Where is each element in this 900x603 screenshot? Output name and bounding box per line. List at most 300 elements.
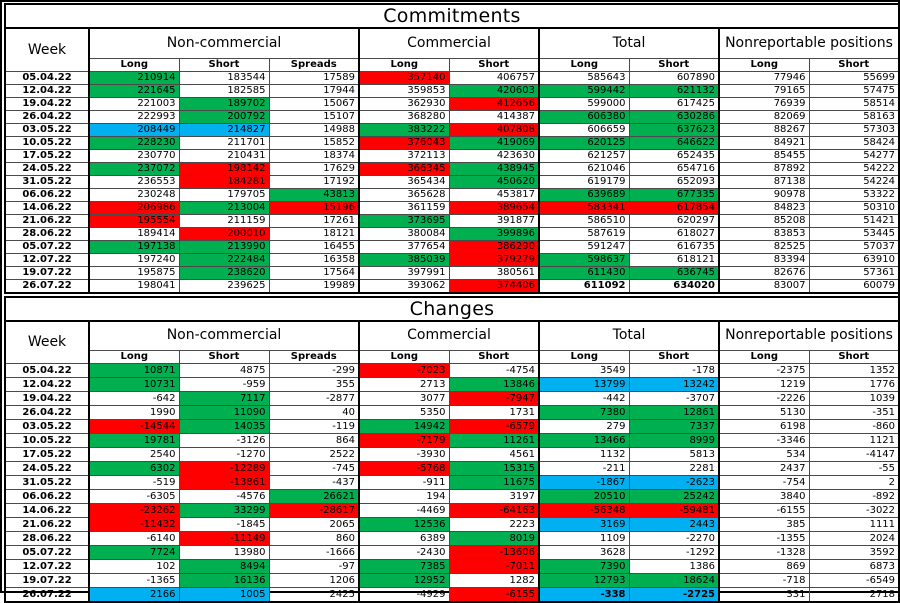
week-cell: 24.05.22 bbox=[5, 162, 89, 175]
data-cell: -299 bbox=[269, 364, 359, 378]
column-header-short-1: Short bbox=[179, 58, 269, 71]
data-cell: 617425 bbox=[629, 97, 719, 110]
data-cell: 376043 bbox=[359, 136, 449, 149]
data-cell: 598637 bbox=[539, 253, 629, 266]
data-cell: 359853 bbox=[359, 84, 449, 97]
week-cell: 26.07.22 bbox=[5, 588, 89, 603]
data-cell: 208449 bbox=[89, 123, 179, 136]
data-cell: 373695 bbox=[359, 214, 449, 227]
data-cell: 2713 bbox=[359, 378, 449, 392]
table-row bbox=[5, 420, 899, 434]
data-cell: 12793 bbox=[539, 574, 629, 588]
table-row bbox=[5, 434, 899, 448]
table-row bbox=[5, 532, 899, 546]
data-cell: -3126 bbox=[179, 434, 269, 448]
data-cell: -11432 bbox=[89, 518, 179, 532]
data-cell: 76939 bbox=[719, 97, 809, 110]
data-cell: -178 bbox=[629, 364, 719, 378]
column-header-long-0: Long bbox=[89, 58, 179, 71]
data-cell: 211701 bbox=[179, 136, 269, 149]
week-cell: 26.07.22 bbox=[5, 279, 89, 293]
table-row bbox=[5, 560, 899, 574]
data-cell: 3077 bbox=[359, 392, 449, 406]
data-cell: 17192 bbox=[269, 175, 359, 188]
data-cell: 17944 bbox=[269, 84, 359, 97]
data-cell: 54224 bbox=[809, 175, 899, 188]
data-cell: -892 bbox=[809, 490, 899, 504]
data-cell: -6305 bbox=[89, 490, 179, 504]
column-header-long-3: Long bbox=[359, 58, 449, 71]
data-cell: -7179 bbox=[359, 434, 449, 448]
data-cell: -97 bbox=[269, 560, 359, 574]
data-cell: 57037 bbox=[809, 240, 899, 253]
data-cell: 279 bbox=[539, 420, 629, 434]
data-cell: 355 bbox=[269, 378, 359, 392]
data-cell: 213990 bbox=[179, 240, 269, 253]
week-cell: 05.07.22 bbox=[5, 240, 89, 253]
data-cell: 236553 bbox=[89, 175, 179, 188]
data-cell: 534 bbox=[719, 448, 809, 462]
data-cell: -718 bbox=[719, 574, 809, 588]
data-cell: 87892 bbox=[719, 162, 809, 175]
data-cell: 238620 bbox=[179, 266, 269, 279]
group-header-non-commercial: Non-commercial bbox=[89, 28, 359, 58]
data-cell: 184281 bbox=[179, 175, 269, 188]
data-cell: 606380 bbox=[539, 110, 629, 123]
week-cell: 05.07.22 bbox=[5, 546, 89, 560]
data-cell: 2718 bbox=[809, 588, 899, 603]
week-cell: 28.06.22 bbox=[5, 227, 89, 240]
data-cell: -6579 bbox=[449, 420, 539, 434]
week-cell: 26.04.22 bbox=[5, 110, 89, 123]
section-title: Commitments bbox=[5, 4, 899, 28]
data-cell: 365628 bbox=[359, 188, 449, 201]
data-cell: 3628 bbox=[539, 546, 629, 560]
data-cell: 6873 bbox=[809, 560, 899, 574]
data-cell: -642 bbox=[89, 392, 179, 406]
data-cell: 423630 bbox=[449, 149, 539, 162]
group-header-non-commercial: Non-commercial bbox=[89, 321, 359, 351]
data-cell: 5813 bbox=[629, 448, 719, 462]
data-cell: -1666 bbox=[269, 546, 359, 560]
data-cell: 591247 bbox=[539, 240, 629, 253]
data-cell: 357140 bbox=[359, 71, 449, 84]
data-cell: 14988 bbox=[269, 123, 359, 136]
data-cell: 197138 bbox=[89, 240, 179, 253]
data-cell: 25242 bbox=[629, 490, 719, 504]
data-cell: 60079 bbox=[809, 279, 899, 293]
week-cell: 12.04.22 bbox=[5, 84, 89, 97]
data-cell: 646622 bbox=[629, 136, 719, 149]
data-cell: -7947 bbox=[449, 392, 539, 406]
data-cell: 3169 bbox=[539, 518, 629, 532]
data-cell: 12536 bbox=[359, 518, 449, 532]
data-cell: 617854 bbox=[629, 201, 719, 214]
data-cell: -911 bbox=[359, 476, 449, 490]
data-cell: 7337 bbox=[629, 420, 719, 434]
data-cell: 211159 bbox=[179, 214, 269, 227]
data-cell: 26621 bbox=[269, 490, 359, 504]
column-header-short-1: Short bbox=[179, 351, 269, 364]
data-cell: -6140 bbox=[89, 532, 179, 546]
week-cell: 05.04.22 bbox=[5, 364, 89, 378]
data-cell: 1109 bbox=[539, 532, 629, 546]
data-cell: 630286 bbox=[629, 110, 719, 123]
data-cell: -2877 bbox=[269, 392, 359, 406]
data-cell: 860 bbox=[269, 532, 359, 546]
data-cell: 380084 bbox=[359, 227, 449, 240]
group-header-commercial: Commercial bbox=[359, 28, 539, 58]
data-cell: 2065 bbox=[269, 518, 359, 532]
data-cell: 10871 bbox=[89, 364, 179, 378]
data-cell: 3549 bbox=[539, 364, 629, 378]
data-cell: -1845 bbox=[179, 518, 269, 532]
column-header-long-3: Long bbox=[359, 351, 449, 364]
column-header-long-7: Long bbox=[719, 58, 809, 71]
data-cell: 228230 bbox=[89, 136, 179, 149]
changes-section bbox=[4, 296, 896, 603]
data-cell: 7117 bbox=[179, 392, 269, 406]
data-cell: -351 bbox=[809, 406, 899, 420]
data-cell: 195554 bbox=[89, 214, 179, 227]
data-cell: 419069 bbox=[449, 136, 539, 149]
data-cell: 16455 bbox=[269, 240, 359, 253]
table-row bbox=[5, 227, 899, 240]
week-cell: 12.07.22 bbox=[5, 560, 89, 574]
table-row bbox=[5, 448, 899, 462]
data-cell: 10731 bbox=[89, 378, 179, 392]
table-row bbox=[5, 149, 899, 162]
data-cell: 5130 bbox=[719, 406, 809, 420]
column-header-short-4: Short bbox=[449, 58, 539, 71]
data-cell: 616735 bbox=[629, 240, 719, 253]
data-cell: 7724 bbox=[89, 546, 179, 560]
data-cell: -1355 bbox=[719, 532, 809, 546]
data-cell: 611092 bbox=[539, 279, 629, 293]
data-cell: 414387 bbox=[449, 110, 539, 123]
data-cell: -1867 bbox=[539, 476, 629, 490]
data-cell: 1731 bbox=[449, 406, 539, 420]
data-cell: -55 bbox=[809, 462, 899, 476]
data-cell: 4561 bbox=[449, 448, 539, 462]
column-header-short-8: Short bbox=[809, 351, 899, 364]
data-cell: 368280 bbox=[359, 110, 449, 123]
data-cell: -64163 bbox=[449, 504, 539, 518]
data-cell: 4875 bbox=[179, 364, 269, 378]
table-row bbox=[5, 162, 899, 175]
data-cell: -14544 bbox=[89, 420, 179, 434]
data-cell: 618027 bbox=[629, 227, 719, 240]
table-row bbox=[5, 84, 899, 97]
data-cell: 15315 bbox=[449, 462, 539, 476]
week-column-header: Week bbox=[5, 321, 89, 364]
data-cell: 607890 bbox=[629, 71, 719, 84]
data-cell: -2430 bbox=[359, 546, 449, 560]
data-cell: 53445 bbox=[809, 227, 899, 240]
data-cell: 33299 bbox=[179, 504, 269, 518]
data-cell: 19989 bbox=[269, 279, 359, 293]
data-cell: 385039 bbox=[359, 253, 449, 266]
data-cell: 2522 bbox=[269, 448, 359, 462]
data-cell: 18624 bbox=[629, 574, 719, 588]
week-cell: 21.06.22 bbox=[5, 214, 89, 227]
data-cell: 1039 bbox=[809, 392, 899, 406]
week-cell: 03.05.22 bbox=[5, 123, 89, 136]
data-cell: 17629 bbox=[269, 162, 359, 175]
data-cell: 77946 bbox=[719, 71, 809, 84]
table-row bbox=[5, 253, 899, 266]
week-cell: 12.04.22 bbox=[5, 378, 89, 392]
week-cell: 03.05.22 bbox=[5, 420, 89, 434]
data-cell: 7385 bbox=[359, 560, 449, 574]
table-row bbox=[5, 123, 899, 136]
data-cell: 7390 bbox=[539, 560, 629, 574]
data-cell: 587619 bbox=[539, 227, 629, 240]
data-cell: 183544 bbox=[179, 71, 269, 84]
week-cell: 31.05.22 bbox=[5, 175, 89, 188]
data-cell: 8019 bbox=[449, 532, 539, 546]
data-cell: 654716 bbox=[629, 162, 719, 175]
data-cell: 1111 bbox=[809, 518, 899, 532]
data-cell: -3930 bbox=[359, 448, 449, 462]
data-cell: 239625 bbox=[179, 279, 269, 293]
table-row bbox=[5, 378, 899, 392]
data-cell: 621257 bbox=[539, 149, 629, 162]
data-cell: -211 bbox=[539, 462, 629, 476]
table-row bbox=[5, 574, 899, 588]
data-cell: -7023 bbox=[359, 364, 449, 378]
data-cell: 450620 bbox=[449, 175, 539, 188]
data-cell: 677335 bbox=[629, 188, 719, 201]
data-cell: -7011 bbox=[449, 560, 539, 574]
data-cell: 2223 bbox=[449, 518, 539, 532]
table-row bbox=[5, 546, 899, 560]
week-cell: 19.07.22 bbox=[5, 574, 89, 588]
data-cell: 583341 bbox=[539, 201, 629, 214]
data-cell: -3346 bbox=[719, 434, 809, 448]
table-row bbox=[5, 490, 899, 504]
data-cell: 79165 bbox=[719, 84, 809, 97]
data-cell: 606659 bbox=[539, 123, 629, 136]
data-cell: -3707 bbox=[629, 392, 719, 406]
data-cell: 214827 bbox=[179, 123, 269, 136]
data-cell: 2437 bbox=[719, 462, 809, 476]
data-cell: -4576 bbox=[179, 490, 269, 504]
data-cell: 83007 bbox=[719, 279, 809, 293]
data-cell: 3592 bbox=[809, 546, 899, 560]
data-cell: 864 bbox=[269, 434, 359, 448]
data-cell: 1005 bbox=[179, 588, 269, 603]
data-cell: 200010 bbox=[179, 227, 269, 240]
data-cell: -1365 bbox=[89, 574, 179, 588]
column-header-spreads-2: Spreads bbox=[269, 58, 359, 71]
data-cell: 366345 bbox=[359, 162, 449, 175]
table-row bbox=[5, 240, 899, 253]
data-cell: 189702 bbox=[179, 97, 269, 110]
data-cell: -2623 bbox=[629, 476, 719, 490]
data-cell: 55699 bbox=[809, 71, 899, 84]
data-cell: 13799 bbox=[539, 378, 629, 392]
data-cell: 1352 bbox=[809, 364, 899, 378]
changes-table bbox=[4, 296, 900, 603]
data-cell: -959 bbox=[179, 378, 269, 392]
data-cell: 195875 bbox=[89, 266, 179, 279]
column-header-short-8: Short bbox=[809, 58, 899, 71]
data-cell: 16358 bbox=[269, 253, 359, 266]
data-cell: 599000 bbox=[539, 97, 629, 110]
data-cell: 13980 bbox=[179, 546, 269, 560]
data-cell: 58424 bbox=[809, 136, 899, 149]
data-cell: 2443 bbox=[629, 518, 719, 532]
column-header-long-5: Long bbox=[539, 351, 629, 364]
data-cell: 634020 bbox=[629, 279, 719, 293]
table-row bbox=[5, 71, 899, 84]
data-cell: 8999 bbox=[629, 434, 719, 448]
table-row bbox=[5, 406, 899, 420]
week-cell: 19.04.22 bbox=[5, 97, 89, 110]
data-cell: -4147 bbox=[809, 448, 899, 462]
table-row bbox=[5, 392, 899, 406]
data-cell: 15852 bbox=[269, 136, 359, 149]
data-cell: 53322 bbox=[809, 188, 899, 201]
data-cell: 179705 bbox=[179, 188, 269, 201]
data-cell: 372113 bbox=[359, 149, 449, 162]
week-cell: 06.06.22 bbox=[5, 490, 89, 504]
data-cell: 420603 bbox=[449, 84, 539, 97]
data-cell: -13606 bbox=[449, 546, 539, 560]
section-title: Changes bbox=[5, 297, 899, 321]
data-cell: 43813 bbox=[269, 188, 359, 201]
column-header-long-0: Long bbox=[89, 351, 179, 364]
data-cell: 210431 bbox=[179, 149, 269, 162]
group-header-commercial: Commercial bbox=[359, 321, 539, 351]
data-cell: 1206 bbox=[269, 574, 359, 588]
commitments-table bbox=[4, 3, 900, 294]
data-cell: -4469 bbox=[359, 504, 449, 518]
data-cell: 8494 bbox=[179, 560, 269, 574]
week-cell: 26.04.22 bbox=[5, 406, 89, 420]
data-cell: 380561 bbox=[449, 266, 539, 279]
data-cell: 453817 bbox=[449, 188, 539, 201]
data-cell: 1219 bbox=[719, 378, 809, 392]
column-header-short-6: Short bbox=[629, 351, 719, 364]
data-cell: 20510 bbox=[539, 490, 629, 504]
data-cell: 102 bbox=[89, 560, 179, 574]
data-cell: 85208 bbox=[719, 214, 809, 227]
column-header-short-6: Short bbox=[629, 58, 719, 71]
data-cell: 389654 bbox=[449, 201, 539, 214]
data-cell: -3022 bbox=[809, 504, 899, 518]
data-cell: 198041 bbox=[89, 279, 179, 293]
data-cell: 1990 bbox=[89, 406, 179, 420]
week-cell: 19.04.22 bbox=[5, 392, 89, 406]
data-cell: -1292 bbox=[629, 546, 719, 560]
table-row bbox=[5, 266, 899, 279]
data-cell: 198142 bbox=[179, 162, 269, 175]
data-cell: -2375 bbox=[719, 364, 809, 378]
table-row bbox=[5, 188, 899, 201]
table-row bbox=[5, 279, 899, 293]
data-cell: 407808 bbox=[449, 123, 539, 136]
table-row bbox=[5, 462, 899, 476]
data-cell: 620297 bbox=[629, 214, 719, 227]
data-cell: 377654 bbox=[359, 240, 449, 253]
data-cell: 58514 bbox=[809, 97, 899, 110]
data-cell: -119 bbox=[269, 420, 359, 434]
column-header-short-4: Short bbox=[449, 351, 539, 364]
data-cell: -4929 bbox=[359, 588, 449, 603]
group-header-nonreportable-positions: Nonreportable positions bbox=[719, 321, 899, 351]
commitments-section bbox=[4, 3, 896, 294]
data-cell: 1776 bbox=[809, 378, 899, 392]
data-cell: 83853 bbox=[719, 227, 809, 240]
data-cell: 6302 bbox=[89, 462, 179, 476]
data-cell: 54277 bbox=[809, 149, 899, 162]
table-row bbox=[5, 364, 899, 378]
data-cell: 412656 bbox=[449, 97, 539, 110]
data-cell: 197240 bbox=[89, 253, 179, 266]
week-cell: 06.06.22 bbox=[5, 188, 89, 201]
data-cell: 386290 bbox=[449, 240, 539, 253]
data-cell: 1386 bbox=[629, 560, 719, 574]
data-cell: 385 bbox=[719, 518, 809, 532]
data-cell: 222484 bbox=[179, 253, 269, 266]
data-cell: -1328 bbox=[719, 546, 809, 560]
week-cell: 10.05.22 bbox=[5, 434, 89, 448]
data-cell: -442 bbox=[539, 392, 629, 406]
data-cell: 586510 bbox=[539, 214, 629, 227]
data-cell: 13466 bbox=[539, 434, 629, 448]
data-cell: 383222 bbox=[359, 123, 449, 136]
data-cell: 397991 bbox=[359, 266, 449, 279]
data-cell: -860 bbox=[809, 420, 899, 434]
data-cell: 362930 bbox=[359, 97, 449, 110]
data-cell: -59481 bbox=[629, 504, 719, 518]
data-cell: 222993 bbox=[89, 110, 179, 123]
data-cell: 17589 bbox=[269, 71, 359, 84]
data-cell: -2270 bbox=[629, 532, 719, 546]
data-cell: 2024 bbox=[809, 532, 899, 546]
week-column-header: Week bbox=[5, 28, 89, 71]
data-cell: 15107 bbox=[269, 110, 359, 123]
data-cell: 3840 bbox=[719, 490, 809, 504]
data-cell: 54222 bbox=[809, 162, 899, 175]
data-cell: 11675 bbox=[449, 476, 539, 490]
data-cell: -6549 bbox=[809, 574, 899, 588]
data-cell: 621046 bbox=[539, 162, 629, 175]
data-cell: 189414 bbox=[89, 227, 179, 240]
data-cell: 2166 bbox=[89, 588, 179, 603]
week-cell: 14.06.22 bbox=[5, 201, 89, 214]
data-cell: 82069 bbox=[719, 110, 809, 123]
data-cell: -12289 bbox=[179, 462, 269, 476]
data-cell: 637623 bbox=[629, 123, 719, 136]
table-row bbox=[5, 136, 899, 149]
data-cell: -4754 bbox=[449, 364, 539, 378]
data-cell: 50310 bbox=[809, 201, 899, 214]
data-cell: 206986 bbox=[89, 201, 179, 214]
data-cell: 599442 bbox=[539, 84, 629, 97]
data-cell: -338 bbox=[539, 588, 629, 603]
data-cell: 585643 bbox=[539, 71, 629, 84]
column-header-long-5: Long bbox=[539, 58, 629, 71]
week-cell: 14.06.22 bbox=[5, 504, 89, 518]
data-cell: -11149 bbox=[179, 532, 269, 546]
data-cell: 611430 bbox=[539, 266, 629, 279]
data-cell: 869 bbox=[719, 560, 809, 574]
data-cell: -519 bbox=[89, 476, 179, 490]
table-row bbox=[5, 214, 899, 227]
